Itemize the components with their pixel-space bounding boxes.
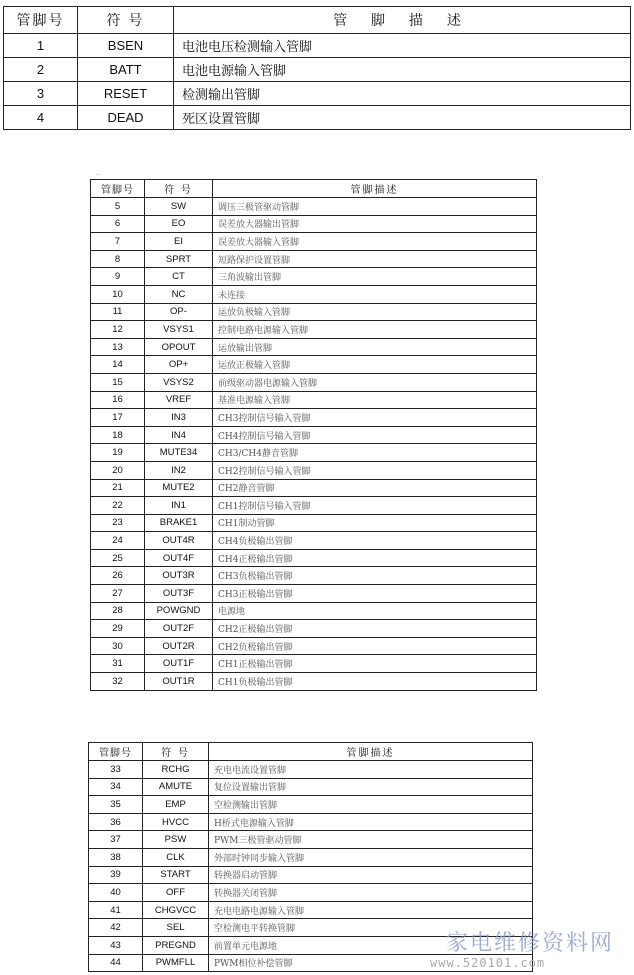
- desc-cell: CH3正极输出管脚: [213, 585, 537, 603]
- desc-cell: 电源地: [213, 602, 537, 620]
- desc-cell: 短路保护设置管脚: [213, 250, 537, 268]
- symbol-cell: OUT2F: [145, 620, 213, 638]
- pin-table-1: [3, 6, 631, 130]
- desc-cell: 充电电路电源输入管脚: [209, 901, 533, 919]
- table-row: [91, 391, 537, 409]
- table-row: [91, 268, 537, 286]
- table-row: [91, 250, 537, 268]
- table-row: [91, 285, 537, 303]
- desc-cell: 空检测电平转换管脚: [209, 919, 533, 937]
- pin-cell: 19: [91, 444, 145, 462]
- symbol-cell: CT: [145, 268, 213, 286]
- table-row: [89, 884, 533, 902]
- desc-cell: 基准电源输入管脚: [213, 391, 537, 409]
- symbol-cell: EO: [145, 215, 213, 233]
- symbol-cell: OUT4F: [145, 549, 213, 567]
- pin-cell: 34: [89, 778, 143, 796]
- symbol-cell: VSYS1: [145, 321, 213, 339]
- table-header-row: [89, 743, 533, 761]
- header-desc: 管脚描述: [213, 180, 537, 198]
- table-row: [91, 321, 537, 339]
- table-row: [91, 461, 537, 479]
- desc-cell: 调压三极管驱动管脚: [213, 198, 537, 216]
- pin-cell: 20: [91, 461, 145, 479]
- watermark-url: www.520101.com: [430, 956, 546, 970]
- pin-cell: 5: [91, 198, 145, 216]
- table-row: [89, 761, 533, 779]
- pin-cell: 23: [91, 514, 145, 532]
- pin-cell: 12: [91, 321, 145, 339]
- desc-cell: 运放输出管脚: [213, 338, 537, 356]
- table-row: [4, 82, 631, 106]
- header-pin: 管脚号: [89, 743, 143, 761]
- table-row: [89, 866, 533, 884]
- symbol-cell: MUTE2: [145, 479, 213, 497]
- desc-cell: 检测输出管脚: [174, 82, 631, 106]
- pin-cell: 14: [91, 356, 145, 374]
- desc-cell: 控制电路电源输入管脚: [213, 321, 537, 339]
- pin-cell: 15: [91, 373, 145, 391]
- desc-cell: CH3/CH4静音管脚: [213, 444, 537, 462]
- symbol-cell: VREF: [145, 391, 213, 409]
- pin-cell: 17: [91, 409, 145, 427]
- table-row: [91, 567, 537, 585]
- desc-cell: H桥式电源输入管脚: [209, 813, 533, 831]
- header-desc: 管脚描述: [209, 743, 533, 761]
- symbol-cell: POWGND: [145, 602, 213, 620]
- pin-cell: 28: [91, 602, 145, 620]
- desc-cell: 误差放大器输出管脚: [213, 215, 537, 233]
- symbol-cell: MUTE34: [145, 444, 213, 462]
- desc-cell: 前级驱动器电源输入管脚: [213, 373, 537, 391]
- header-pin: 管脚号: [4, 7, 78, 34]
- desc-cell: 误差放大器输入管脚: [213, 233, 537, 251]
- table-row: [91, 497, 537, 515]
- table-header-row: [91, 180, 537, 198]
- desc-cell: CH2正极输出管脚: [213, 620, 537, 638]
- symbol-cell: IN1: [145, 497, 213, 515]
- pin-cell: 6: [91, 215, 145, 233]
- symbol-cell: RCHG: [143, 761, 209, 779]
- header-desc: 管 脚 描 述: [174, 7, 631, 34]
- symbol-cell: OUT3R: [145, 567, 213, 585]
- pin-cell: 24: [91, 532, 145, 550]
- symbol-cell: OFF: [143, 884, 209, 902]
- symbol-cell: PSW: [143, 831, 209, 849]
- pin-cell: 11: [91, 303, 145, 321]
- table-row: [91, 514, 537, 532]
- desc-cell: CH1控制信号输入管脚: [213, 497, 537, 515]
- table-row: [91, 673, 537, 691]
- pin-cell: 44: [89, 954, 143, 972]
- symbol-cell: HVCC: [143, 813, 209, 831]
- symbol-cell: OUT2R: [145, 637, 213, 655]
- header-symbol: 符 号: [78, 7, 174, 34]
- table-row: [4, 34, 631, 58]
- pin-cell: 35: [89, 796, 143, 814]
- symbol-cell: IN3: [145, 409, 213, 427]
- symbol-cell: CHGVCC: [143, 901, 209, 919]
- table-row: [91, 532, 537, 550]
- pin-cell: 40: [89, 884, 143, 902]
- symbol-cell: IN2: [145, 461, 213, 479]
- table-row: [91, 198, 537, 216]
- table-row: [4, 58, 631, 82]
- scan-mark: ··: [96, 170, 102, 179]
- pin-cell: 39: [89, 866, 143, 884]
- desc-cell: CH1制动管脚: [213, 514, 537, 532]
- pin-cell: 30: [91, 637, 145, 655]
- symbol-cell: OPOUT: [145, 338, 213, 356]
- table-row: [4, 106, 631, 130]
- desc-cell: 运放正极输入管脚: [213, 356, 537, 374]
- symbol-cell: EI: [145, 233, 213, 251]
- desc-cell: 前置单元电源地: [209, 936, 533, 954]
- table-row: [91, 373, 537, 391]
- pin-cell: 37: [89, 831, 143, 849]
- symbol-cell: CLK: [143, 848, 209, 866]
- desc-cell: 死区设置管脚: [174, 106, 631, 130]
- desc-cell: CH2静音管脚: [213, 479, 537, 497]
- table-row: [89, 848, 533, 866]
- desc-cell: 电池电源输入管脚: [174, 58, 631, 82]
- pin-cell: 26: [91, 567, 145, 585]
- desc-cell: 运放负极输入管脚: [213, 303, 537, 321]
- table-row: [89, 831, 533, 849]
- desc-cell: CH4正极输出管脚: [213, 549, 537, 567]
- pin-cell: 7: [91, 233, 145, 251]
- symbol-cell: OUT3F: [145, 585, 213, 603]
- symbol-cell: DEAD: [78, 106, 174, 130]
- pin-cell: 31: [91, 655, 145, 673]
- table-row: [91, 338, 537, 356]
- pin-cell: 32: [91, 673, 145, 691]
- desc-cell: 复位设置输出管脚: [209, 778, 533, 796]
- table-body: [91, 198, 537, 691]
- desc-cell: 电池电压检测输入管脚: [174, 34, 631, 58]
- header-symbol: 符 号: [145, 180, 213, 198]
- table-row: [91, 479, 537, 497]
- table-header-row: [4, 7, 631, 34]
- pin-cell: 9: [91, 268, 145, 286]
- pin-cell: 1: [4, 34, 78, 58]
- pin-cell: 3: [4, 82, 78, 106]
- table-row: [89, 901, 533, 919]
- symbol-cell: OUT1F: [145, 655, 213, 673]
- table-row: [89, 778, 533, 796]
- pin-cell: 4: [4, 106, 78, 130]
- header-pin: 管脚号: [91, 180, 145, 198]
- symbol-cell: AMUTE: [143, 778, 209, 796]
- desc-cell: CH1正极输出管脚: [213, 655, 537, 673]
- pin-cell: 8: [91, 250, 145, 268]
- symbol-cell: BATT: [78, 58, 174, 82]
- pin-table-2: [90, 179, 537, 691]
- watermark-text: 家电维修资料网: [446, 931, 615, 956]
- symbol-cell: START: [143, 866, 209, 884]
- pin-cell: 36: [89, 813, 143, 831]
- symbol-cell: PWMFLL: [143, 954, 209, 972]
- pin-cell: 18: [91, 426, 145, 444]
- pin-cell: 25: [91, 549, 145, 567]
- symbol-cell: OP+: [145, 356, 213, 374]
- symbol-cell: OUT4R: [145, 532, 213, 550]
- desc-cell: CH3控制信号输入管脚: [213, 409, 537, 427]
- table-row: [91, 549, 537, 567]
- pin-cell: 27: [91, 585, 145, 603]
- symbol-cell: VSYS2: [145, 373, 213, 391]
- desc-cell: 转换器关闭管脚: [209, 884, 533, 902]
- symbol-cell: NC: [145, 285, 213, 303]
- table-row: [91, 233, 537, 251]
- table-row: [91, 409, 537, 427]
- pin-cell: 16: [91, 391, 145, 409]
- symbol-cell: SPRT: [145, 250, 213, 268]
- table-row: [91, 655, 537, 673]
- desc-cell: 未连接: [213, 285, 537, 303]
- table-row: [91, 637, 537, 655]
- desc-cell: CH1负极输出管脚: [213, 673, 537, 691]
- desc-cell: CH2负极输出管脚: [213, 637, 537, 655]
- desc-cell: CH4负极输出管脚: [213, 532, 537, 550]
- pin-cell: 2: [4, 58, 78, 82]
- symbol-cell: OUT1R: [145, 673, 213, 691]
- desc-cell: 外部时钟同步输入管脚: [209, 848, 533, 866]
- desc-cell: 充电电流设置管脚: [209, 761, 533, 779]
- pin-cell: 38: [89, 848, 143, 866]
- table-row: [91, 356, 537, 374]
- pin-cell: 33: [89, 761, 143, 779]
- symbol-cell: IN4: [145, 426, 213, 444]
- table-row: [89, 796, 533, 814]
- symbol-cell: OP-: [145, 303, 213, 321]
- pin-cell: 41: [89, 901, 143, 919]
- symbol-cell: EMP: [143, 796, 209, 814]
- symbol-cell: SW: [145, 198, 213, 216]
- pin-cell: 43: [89, 936, 143, 954]
- table-row: [91, 585, 537, 603]
- table-row: [91, 444, 537, 462]
- symbol-cell: SEL: [143, 919, 209, 937]
- desc-cell: CH2控制信号输入管脚: [213, 461, 537, 479]
- table-row: [91, 620, 537, 638]
- table-row: [91, 602, 537, 620]
- header-symbol: 符 号: [143, 743, 209, 761]
- pin-cell: 13: [91, 338, 145, 356]
- desc-cell: PWM相位补偿管脚: [209, 954, 533, 972]
- symbol-cell: PREGND: [143, 936, 209, 954]
- pin-cell: 21: [91, 479, 145, 497]
- table-body: [4, 34, 631, 130]
- pin-cell: 10: [91, 285, 145, 303]
- table-row: [89, 813, 533, 831]
- pin-cell: 29: [91, 620, 145, 638]
- pin-cell: 42: [89, 919, 143, 937]
- symbol-cell: BSEN: [78, 34, 174, 58]
- desc-cell: 三角波输出管脚: [213, 268, 537, 286]
- table-row: [91, 215, 537, 233]
- pin-cell: 22: [91, 497, 145, 515]
- table-row: [91, 426, 537, 444]
- desc-cell: CH3负极输出管脚: [213, 567, 537, 585]
- desc-cell: CH4控制信号输入管脚: [213, 426, 537, 444]
- desc-cell: 转换器启动管脚: [209, 866, 533, 884]
- symbol-cell: RESET: [78, 82, 174, 106]
- symbol-cell: BRAKE1: [145, 514, 213, 532]
- desc-cell: 空检测输出管脚: [209, 796, 533, 814]
- table-row: [91, 303, 537, 321]
- desc-cell: PWM三极管驱动管脚: [209, 831, 533, 849]
